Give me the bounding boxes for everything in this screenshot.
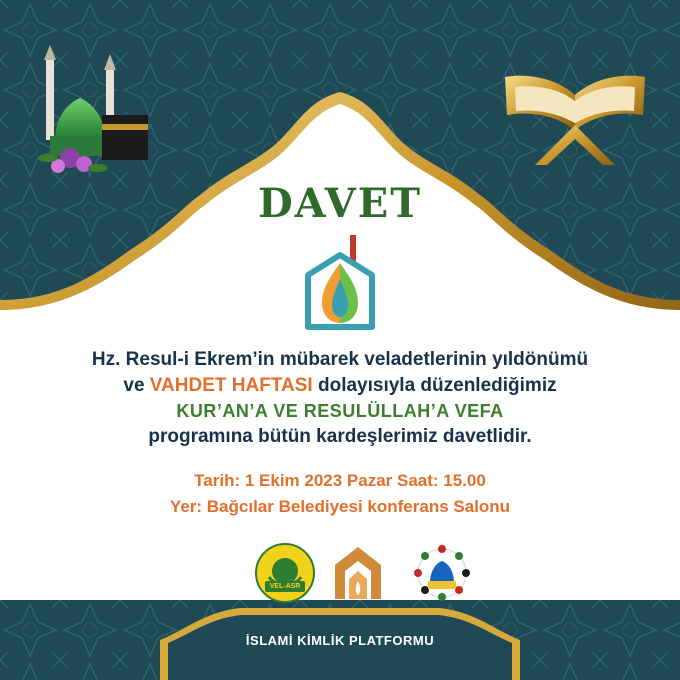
invitation-title: DAVET — [257, 180, 423, 227]
platform-emblem-logo — [333, 545, 383, 601]
invitation-line-4: programına bütün kardeşlerimiz davetlidir. — [148, 426, 532, 447]
event-date: Tarih: 1 Ekim 2023 Pazar Saat: 15.00 — [194, 471, 486, 490]
unity-circle-logo — [412, 543, 472, 603]
velasr-emblem — [255, 543, 315, 603]
footer-organization: İSLAMİ KİMLİK PLATFORMU — [245, 633, 435, 648]
velasr-label: VEL-ASR — [269, 583, 301, 590]
invitation-line-2-prefix: ve — [123, 375, 150, 396]
program-name: KUR’AN’A VE RESULÜLLAH’A VEFA — [176, 401, 504, 421]
invitation-line-2-suffix: dolayısıyla düzenlediğimiz — [312, 375, 557, 396]
organization-logo — [298, 235, 382, 335]
mosque-illustration — [20, 40, 170, 190]
event-place: Yer: Bağcılar Belediyesi konferans Salonu — [169, 497, 511, 516]
vahdet-haftasi-highlight: VAHDET HAFTASI — [149, 375, 313, 396]
invitation-line-1: Hz. Resul-i Ekrem’in mübarek veladetlerinin yıldönümü — [91, 349, 589, 370]
open-quran-illustration — [495, 55, 655, 175]
velasr-logo — [255, 543, 315, 603]
invitation-line-2 — [0, 375, 680, 397]
